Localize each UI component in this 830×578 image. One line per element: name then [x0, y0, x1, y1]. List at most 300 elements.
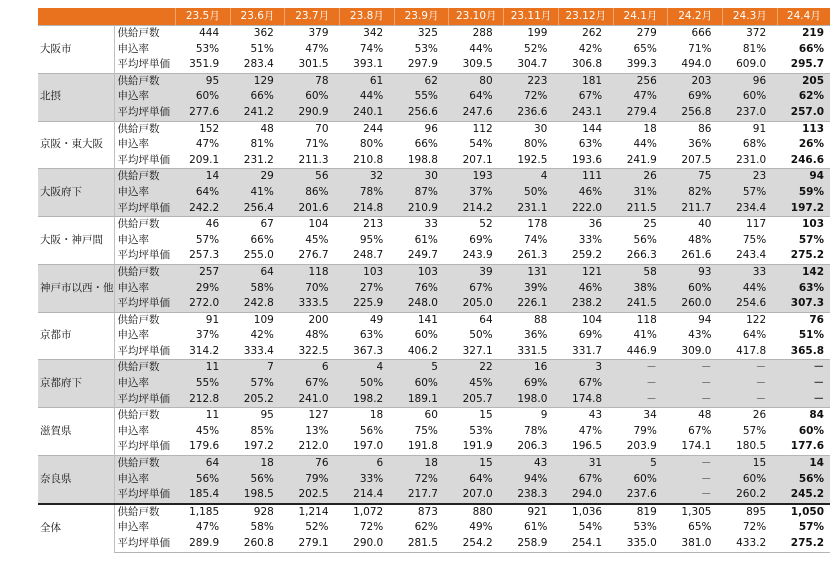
data-cell: 248.0 — [394, 296, 449, 312]
data-cell: － — [668, 360, 723, 376]
metric-label: 供給戸数 — [114, 408, 175, 424]
data-cell: 60% — [285, 89, 340, 105]
data-cell: 36% — [668, 137, 723, 153]
data-cell: 53% — [449, 424, 504, 440]
table-row — [38, 504, 830, 521]
header-row — [38, 8, 830, 26]
data-cell: 61 — [340, 73, 395, 89]
data-cell: 200 — [285, 312, 340, 328]
table-row — [38, 137, 830, 153]
metric-label: 平均坪単価 — [114, 248, 175, 264]
data-cell: 335.0 — [613, 536, 668, 552]
data-cell: 198.5 — [230, 487, 285, 504]
data-cell: 211.7 — [668, 201, 723, 217]
data-cell: 258.9 — [504, 536, 559, 552]
data-cell: 51% — [230, 42, 285, 58]
region-label: 大阪市 — [38, 26, 114, 74]
data-cell: 118 — [285, 264, 340, 280]
data-cell: 240.1 — [340, 105, 395, 121]
data-cell: 198.2 — [340, 392, 395, 408]
data-cell: 189.1 — [394, 392, 449, 408]
data-cell: 178 — [504, 217, 559, 233]
data-cell: 205.7 — [449, 392, 504, 408]
data-cell: 48 — [230, 121, 285, 137]
data-cell: 40 — [668, 217, 723, 233]
data-cell: 25 — [613, 217, 668, 233]
data-cell: 42% — [558, 42, 613, 58]
data-cell: 96 — [394, 121, 449, 137]
data-cell: 75% — [394, 424, 449, 440]
data-cell: 64% — [449, 472, 504, 488]
metric-label: 供給戸数 — [114, 73, 175, 89]
table-row — [38, 360, 830, 376]
table-row — [38, 281, 830, 297]
data-cell: 209.1 — [175, 153, 230, 169]
metric-label: 平均坪単価 — [114, 487, 175, 504]
data-cell: 74% — [504, 233, 559, 249]
data-cell: 242.2 — [175, 201, 230, 217]
data-cell: 325 — [394, 26, 449, 42]
data-cell: 36% — [504, 328, 559, 344]
data-cell: 201.6 — [285, 201, 340, 217]
data-cell: 255.0 — [230, 248, 285, 264]
data-cell: 212.8 — [175, 392, 230, 408]
data-cell: 219 — [777, 26, 830, 42]
metric-label: 申込率 — [114, 185, 175, 201]
data-cell: 211.3 — [285, 153, 340, 169]
data-cell: 272.0 — [175, 296, 230, 312]
data-cell: 342 — [340, 26, 395, 42]
data-cell: 47% — [285, 42, 340, 58]
data-cell: 6 — [340, 456, 395, 472]
data-cell: 304.7 — [504, 57, 559, 73]
data-cell: 29 — [230, 169, 285, 185]
table-row — [38, 42, 830, 58]
data-cell: 1,036 — [558, 504, 613, 521]
data-cell: 327.1 — [449, 344, 504, 360]
data-cell: 58 — [613, 264, 668, 280]
data-cell: 6 — [285, 360, 340, 376]
data-cell: 66% — [230, 89, 285, 105]
data-cell: 873 — [394, 504, 449, 521]
column-header: 23.9月 — [394, 8, 449, 26]
data-cell: 362 — [230, 26, 285, 42]
data-cell: 290.9 — [285, 105, 340, 121]
data-cell: 57% — [230, 376, 285, 392]
data-cell: 60% — [613, 472, 668, 488]
data-cell: 243.1 — [558, 105, 613, 121]
data-cell: 65% — [668, 520, 723, 536]
table-row — [38, 121, 830, 137]
data-cell: 33% — [340, 472, 395, 488]
data-cell: 241.9 — [613, 153, 668, 169]
data-cell: 58% — [230, 520, 285, 536]
data-cell: 214.4 — [340, 487, 395, 504]
data-cell: 231.2 — [230, 153, 285, 169]
table-row — [38, 233, 830, 249]
data-cell: 256.4 — [230, 201, 285, 217]
data-cell: 103 — [394, 264, 449, 280]
data-cell: 62 — [394, 73, 449, 89]
data-cell: 279 — [613, 26, 668, 42]
data-cell: 399.3 — [613, 57, 668, 73]
data-cell: 95 — [175, 73, 230, 89]
data-cell: 205.0 — [449, 296, 504, 312]
data-cell: 67% — [558, 376, 613, 392]
data-cell: 199 — [504, 26, 559, 42]
data-cell: 446.9 — [613, 344, 668, 360]
data-cell: 261.3 — [504, 248, 559, 264]
data-cell: 5 — [394, 360, 449, 376]
data-cell: 64% — [722, 328, 777, 344]
data-cell: 181 — [558, 73, 613, 89]
data-cell: 11 — [175, 360, 230, 376]
data-cell: 82% — [668, 185, 723, 201]
data-cell: 60% — [668, 281, 723, 297]
data-cell: 322.5 — [285, 344, 340, 360]
data-cell: 14 — [777, 456, 830, 472]
data-cell: 38% — [613, 281, 668, 297]
table-row — [38, 153, 830, 169]
data-cell: 333.4 — [230, 344, 285, 360]
data-cell: 71% — [285, 137, 340, 153]
data-cell: 70 — [285, 121, 340, 137]
column-header: 23.5月 — [175, 8, 230, 26]
data-cell: 921 — [504, 504, 559, 521]
data-cell: 247.6 — [449, 105, 504, 121]
data-cell: 75% — [722, 233, 777, 249]
data-cell: 256.6 — [394, 105, 449, 121]
data-cell: 91 — [722, 121, 777, 137]
data-cell: 46% — [558, 185, 613, 201]
metric-label: 供給戸数 — [114, 312, 175, 328]
data-cell: 64 — [175, 456, 230, 472]
data-cell: 95% — [340, 233, 395, 249]
data-cell: 44% — [340, 89, 395, 105]
data-cell: 254.6 — [722, 296, 777, 312]
data-cell: 78% — [340, 185, 395, 201]
data-cell: 87% — [394, 185, 449, 201]
data-cell: 381.0 — [668, 536, 723, 552]
data-cell: 57% — [777, 233, 830, 249]
metric-label: 供給戸数 — [114, 360, 175, 376]
data-cell: 372 — [722, 26, 777, 42]
data-cell: 48% — [668, 233, 723, 249]
column-header: 23.6月 — [230, 8, 285, 26]
table-row — [38, 376, 830, 392]
data-cell: 76 — [777, 312, 830, 328]
metric-label: 申込率 — [114, 281, 175, 297]
data-cell: 223 — [504, 73, 559, 89]
data-cell: 260.2 — [722, 487, 777, 504]
data-cell: 57% — [777, 520, 830, 536]
metric-label: 供給戸数 — [114, 169, 175, 185]
data-cell: 63% — [340, 328, 395, 344]
data-cell: 91 — [175, 312, 230, 328]
data-cell: 225.9 — [340, 296, 395, 312]
metric-label: 供給戸数 — [114, 456, 175, 472]
data-cell: 45% — [175, 424, 230, 440]
data-cell: 70% — [285, 281, 340, 297]
data-cell: 276.7 — [285, 248, 340, 264]
table-row — [38, 105, 830, 121]
data-cell: 43 — [558, 408, 613, 424]
column-header: 24.2月 — [668, 8, 723, 26]
metric-label: 申込率 — [114, 137, 175, 153]
metric-label: 申込率 — [114, 472, 175, 488]
data-cell: 29% — [175, 281, 230, 297]
metric-label: 申込率 — [114, 328, 175, 344]
data-cell: 48% — [285, 328, 340, 344]
data-cell: 36 — [558, 217, 613, 233]
data-cell: 1,185 — [175, 504, 230, 521]
data-cell: 367.3 — [340, 344, 395, 360]
data-cell: 67% — [668, 424, 723, 440]
table-row — [38, 328, 830, 344]
data-cell: 249.7 — [394, 248, 449, 264]
data-cell: 39 — [449, 264, 504, 280]
data-cell: 290.0 — [340, 536, 395, 552]
data-cell: 42% — [230, 328, 285, 344]
table-row — [38, 73, 830, 89]
data-cell: 62% — [394, 520, 449, 536]
data-cell: 666 — [668, 26, 723, 42]
data-cell: 67% — [449, 281, 504, 297]
data-cell: 78 — [285, 73, 340, 89]
data-cell: 60% — [394, 376, 449, 392]
data-cell: 93 — [668, 264, 723, 280]
data-cell: 80% — [504, 137, 559, 153]
data-cell: 214.2 — [449, 201, 504, 217]
data-cell: 307.3 — [777, 296, 830, 312]
data-cell: 46% — [558, 281, 613, 297]
data-cell: 16 — [504, 360, 559, 376]
data-cell: 18 — [613, 121, 668, 137]
metric-label: 申込率 — [114, 233, 175, 249]
data-cell: 281.5 — [394, 536, 449, 552]
column-header: 24.3月 — [722, 8, 777, 26]
data-cell: 46 — [175, 217, 230, 233]
data-cell: 262 — [558, 26, 613, 42]
data-cell: 85% — [230, 424, 285, 440]
data-cell: 56% — [613, 233, 668, 249]
table-row — [38, 344, 830, 360]
data-cell: 275.2 — [777, 248, 830, 264]
data-cell: 242.8 — [230, 296, 285, 312]
column-header: 23.11月 — [504, 8, 559, 26]
data-cell: 76 — [285, 456, 340, 472]
data-cell: 261.6 — [668, 248, 723, 264]
data-cell: 238.2 — [558, 296, 613, 312]
data-cell: 111 — [558, 169, 613, 185]
data-cell: 309.0 — [668, 344, 723, 360]
data-cell: 433.2 — [722, 536, 777, 552]
data-cell: 53% — [613, 520, 668, 536]
data-cell: 275.2 — [777, 536, 830, 552]
data-cell: 47% — [175, 137, 230, 153]
data-cell: 94 — [777, 169, 830, 185]
region-label: 大阪・神戸間 — [38, 217, 114, 265]
table-row — [38, 169, 830, 185]
data-cell: 117 — [722, 217, 777, 233]
data-cell: 314.2 — [175, 344, 230, 360]
data-cell: 96 — [722, 73, 777, 89]
data-cell: 58% — [230, 281, 285, 297]
data-cell: 4 — [340, 360, 395, 376]
data-cell: 206.3 — [504, 439, 559, 455]
data-cell: 256 — [613, 73, 668, 89]
data-cell: 104 — [558, 312, 613, 328]
data-cell: － — [777, 360, 830, 376]
data-cell: 86% — [285, 185, 340, 201]
data-cell: 72% — [722, 520, 777, 536]
data-cell: 379 — [285, 26, 340, 42]
data-cell: 51% — [777, 328, 830, 344]
data-cell: 67 — [230, 217, 285, 233]
data-cell: 47% — [175, 520, 230, 536]
data-cell: 65% — [613, 42, 668, 58]
data-cell: 49% — [449, 520, 504, 536]
data-cell: 47% — [558, 424, 613, 440]
data-cell: 193 — [449, 169, 504, 185]
data-cell: 279.1 — [285, 536, 340, 552]
data-cell: 256.8 — [668, 105, 723, 121]
data-cell: 33 — [394, 217, 449, 233]
data-cell: 257 — [175, 264, 230, 280]
data-cell: 279.4 — [613, 105, 668, 121]
data-cell: 45% — [449, 376, 504, 392]
data-cell: 205.2 — [230, 392, 285, 408]
data-cell: 32 — [340, 169, 395, 185]
data-cell: 55% — [175, 376, 230, 392]
data-cell: 53% — [175, 42, 230, 58]
data-cell: 26 — [722, 408, 777, 424]
data-cell: 9 — [504, 408, 559, 424]
data-cell: 81% — [230, 137, 285, 153]
data-cell: 177.6 — [777, 439, 830, 455]
data-cell: 69% — [558, 328, 613, 344]
data-cell: 113 — [777, 121, 830, 137]
data-cell: 259.2 — [558, 248, 613, 264]
data-cell: 210.8 — [340, 153, 395, 169]
data-cell: 243.9 — [449, 248, 504, 264]
data-cell: 260.8 — [230, 536, 285, 552]
data-cell: 331.7 — [558, 344, 613, 360]
table-row — [38, 520, 830, 536]
metric-label: 平均坪単価 — [114, 201, 175, 217]
header-blank-region — [38, 8, 114, 26]
data-cell: 44% — [613, 137, 668, 153]
data-cell: 79% — [613, 424, 668, 440]
table-row — [38, 296, 830, 312]
data-cell: 144 — [558, 121, 613, 137]
data-cell: 1,305 — [668, 504, 723, 521]
table-row — [38, 217, 830, 233]
data-cell: － — [777, 392, 830, 408]
data-cell: 1,050 — [777, 504, 830, 521]
data-cell: 34 — [613, 408, 668, 424]
data-cell: 56% — [340, 424, 395, 440]
data-cell: 94 — [668, 312, 723, 328]
data-cell: 18 — [394, 456, 449, 472]
data-cell: 205 — [777, 73, 830, 89]
data-cell: 191.9 — [449, 439, 504, 455]
data-cell: 55% — [394, 89, 449, 105]
data-cell: 880 — [449, 504, 504, 521]
data-cell: 231.1 — [504, 201, 559, 217]
data-cell: 67% — [285, 376, 340, 392]
table-row — [38, 89, 830, 105]
data-cell: 241.5 — [613, 296, 668, 312]
data-cell: 333.5 — [285, 296, 340, 312]
data-cell: 185.4 — [175, 487, 230, 504]
data-cell: 15 — [722, 456, 777, 472]
data-cell: 237.0 — [722, 105, 777, 121]
data-cell: 78% — [504, 424, 559, 440]
data-cell: 295.7 — [777, 57, 830, 73]
data-cell: 60 — [394, 408, 449, 424]
data-cell: 66% — [394, 137, 449, 153]
data-cell: 60% — [394, 328, 449, 344]
data-cell: 237.6 — [613, 487, 668, 504]
data-cell: 37% — [175, 328, 230, 344]
data-cell: 257.3 — [175, 248, 230, 264]
data-cell: 23 — [722, 169, 777, 185]
column-header: 24.4月 — [777, 8, 830, 26]
data-cell: 84 — [777, 408, 830, 424]
data-cell: 393.1 — [340, 57, 395, 73]
column-header: 23.8月 — [340, 8, 395, 26]
data-cell: 283.4 — [230, 57, 285, 73]
data-cell: 236.6 — [504, 105, 559, 121]
data-cell: 45% — [285, 233, 340, 249]
region-label: 大阪府下 — [38, 169, 114, 217]
data-cell: 3 — [558, 360, 613, 376]
data-cell: 289.9 — [175, 536, 230, 552]
data-cell: 80% — [340, 137, 395, 153]
data-cell: 61% — [394, 233, 449, 249]
data-cell: 207.5 — [668, 153, 723, 169]
data-cell: 74% — [340, 42, 395, 58]
data-cell: 41% — [230, 185, 285, 201]
data-cell: 121 — [558, 264, 613, 280]
data-cell: － — [668, 392, 723, 408]
data-cell: 217.7 — [394, 487, 449, 504]
data-cell: 1,214 — [285, 504, 340, 521]
data-cell: 60% — [777, 424, 830, 440]
table-row — [38, 472, 830, 488]
region-label: 滋賀県 — [38, 408, 114, 456]
data-cell: 94% — [504, 472, 559, 488]
metric-label: 平均坪単価 — [114, 57, 175, 73]
data-cell: 351.9 — [175, 57, 230, 73]
data-cell: 309.5 — [449, 57, 504, 73]
metric-label: 平均坪単価 — [114, 296, 175, 312]
data-cell: 213 — [340, 217, 395, 233]
data-cell: 191.8 — [394, 439, 449, 455]
data-cell: 18 — [340, 408, 395, 424]
data-cell: 54% — [558, 520, 613, 536]
data-cell: 331.5 — [504, 344, 559, 360]
column-header: 24.1月 — [613, 8, 668, 26]
data-cell: 174.1 — [668, 439, 723, 455]
data-cell: 69% — [504, 376, 559, 392]
data-cell: 69% — [668, 89, 723, 105]
data-cell: － — [722, 376, 777, 392]
metric-label: 平均坪単価 — [114, 536, 175, 552]
data-cell: 142 — [777, 264, 830, 280]
data-cell: 179.6 — [175, 439, 230, 455]
